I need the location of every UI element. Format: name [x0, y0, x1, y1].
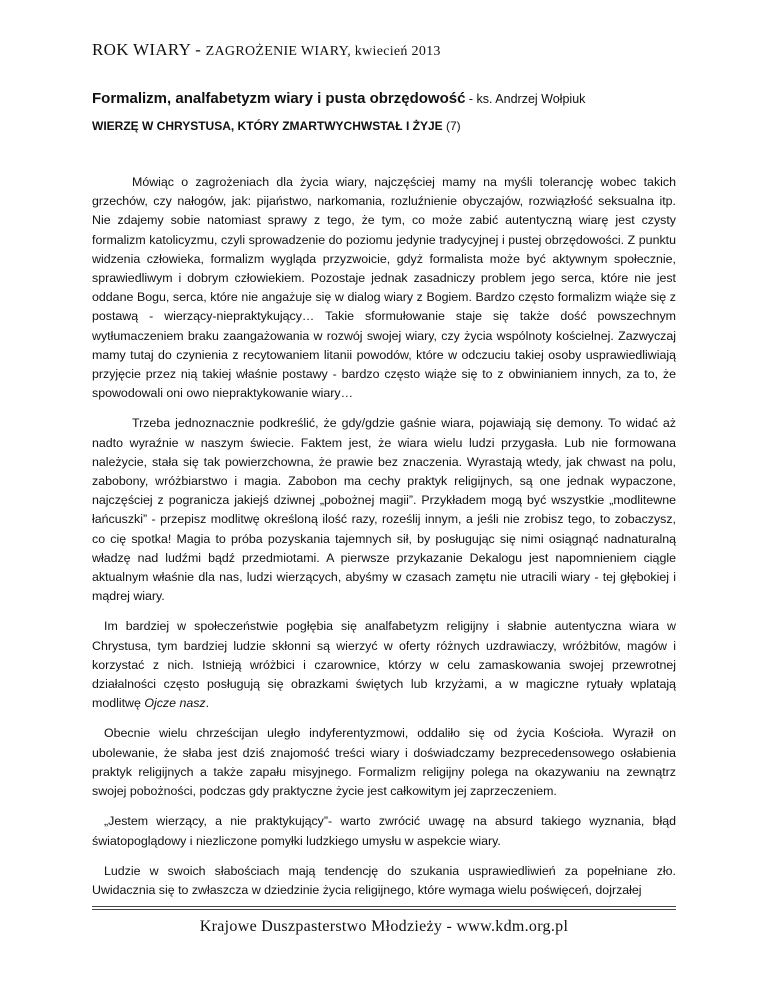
footer-divider — [92, 906, 676, 910]
article-author: - ks. Andrzej Wołpiuk — [465, 92, 586, 106]
header-series: ROK WIARY - — [92, 40, 206, 59]
page-footer: Krajowe Duszpasterstwo Młodzieży - www.kdm.org.pl — [199, 918, 569, 935]
paragraph-6: Ludzie w swoich słabościach mają tendencję do szukania usprawiedliwień za popełniane zło. Uwidacznia się to zwłaszcza w dziedzinie życia religijnego, które wymaga wielu poświęceń, dojrzałej — [92, 863, 676, 897]
paragraph-3-italic: Ojcze nasz — [144, 696, 206, 711]
article-title: Formalizm, analfabetyzm wiary i pusta obrzędowość — [92, 90, 466, 107]
paragraph-1: Mówiąc o zagrożeniach dla życia wiary, najczęściej mamy na myśli tolerancję wobec takich grzechów, czy nałogów, jak: pijaństwo, narkomania, rozluźnienie obyczajów, rozwiązłość seksualna itp. Nie zdajemy sobie natomiast sprawy z tego, że tym, co może zabić autentyczną wiarę jest czysty formalizm katolicyzmu, czyli sprowadzenie do poziomu jedynie tradycyjnej i pustej obrzędowości. Z punktu widzenia człowieka, formalizm wygląda przyzwoicie, gdyż formalista może być aktywnym społecznie, sprawiedliwym i dobrym człowiekiem. Pozostaje jednak zasadniczy problem jego serca, które nie jest oddane Bogu, serca, które nie angażuje się w dialog wiary z Bogiem. Bardzo często formalizm wiąże się z postawą - wierzący-niepraktykujący… Takie sformułowanie staje się także dość powszechnym wytłumaczeniem braku zaangażowania w rozwój swojej wiary, czy życia wspólnoty kościelnej. Zazwyczaj mamy tutaj do czynienia z recytowaniem litanii powodów, które w odczuciu takiej osoby usprawiedliwiają przyjęcie przez nią takiej właśnie postawy - bardzo często wiąże się to z obwinianiem innych, za to, że spowodowali oni owo niepraktykowanie wiary… — [92, 175, 676, 401]
subtitle-text: WIERZĘ W CHRYSTUSA, KTÓRY ZMARTWYCHWSTAŁ I ŻYJE — [92, 119, 443, 133]
paragraph-5: „Jestem wierzący, a nie praktykujący”- warto zwrócić uwagę na absurd takiego wyznania, błąd światopoglądowy i niezliczone pomyłki ludzkiego umysłu w aspekcie wiary. — [92, 814, 676, 848]
article-content — [92, 90, 676, 911]
paragraph-2: Trzeba jednoznacznie podkreślić, że gdy/gdzie gaśnie wiara, pojawiają się demony. To widać aż nadto wyraźnie w naszym świecie. Faktem jest, że wiara wielu ludzi przygasła. Lub nie formowana należycie, stała się tak powierzchowna, że prawie bez znaczenia. Wyrastają wtedy, jak chwast na polu, zabobony, wróżbiarstwo i magia. Zabobon ma cechy praktyk religijnych, są one jednak wypaczone, najczęściej z pogranicza jakiejś dziwnej „pobożnej magii”. Przykładem mogą być wszystkie „modlitewne łańcuszki” - przepisz modlitwę określoną ilość razy, roześlij innym, a jeśli nie zrobisz tego, to zobaczysz, co cię spotka! Magia to próba pozyskania tajemnych sił, by posługując się nimi osiągnąć nadnaturalną władzę nad ludźmi bądź przedmiotami. A pierwsze przykazanie Dekalogu jest napomnieniem ciągle aktualnym właśnie dla nas, ludzi wierzących, abyśmy w czasach zamętu nie utracili wiary - tej głębokiej i mądrej wiary. — [92, 416, 676, 604]
paragraph-4: Obecnie wielu chrześcijan uległo indyferentyzmowi, oddaliło się od życia Kościoła. Wyraził on ubolewanie, że słaba jest dziś znajomość treści wiary i doświadczamy bezprecedensowego osłabienia praktyk religijnych a także zapału misyjnego. Formalizm religijny polega na okazywaniu na zewnątrz swojej pobożności, podczas gdy praktyczne życie jest całkowitym jej zaprzeczeniem. — [92, 726, 676, 799]
article-title-line — [92, 90, 676, 107]
article-subtitle — [92, 119, 676, 133]
subtitle-number: (7) — [442, 119, 461, 133]
paragraph-3 — [92, 617, 676, 713]
running-header — [92, 40, 441, 60]
paragraph-3-text: Im bardziej w społeczeństwie pogłębia się analfabetyzm religijny i słabnie autentyczna wiara w Chrystusa, tym bardziej ludzie skłonni są wierzyć w oferty różnych uzdrawiaczy, wróżbitów, magów i korzystać z nich. Istnieją wróżbici i czarownice, którzy w celu zamaskowania swojej przewrotnej działalności często posługują się obrazkami świętych lub krzyżami, a w magiczne rytuały wplatają modlitwę — [92, 619, 676, 711]
paragraph-3-end: . — [205, 696, 210, 711]
header-topic: ZAGROŻENIE WIARY, kwiecień 2013 — [205, 44, 441, 59]
